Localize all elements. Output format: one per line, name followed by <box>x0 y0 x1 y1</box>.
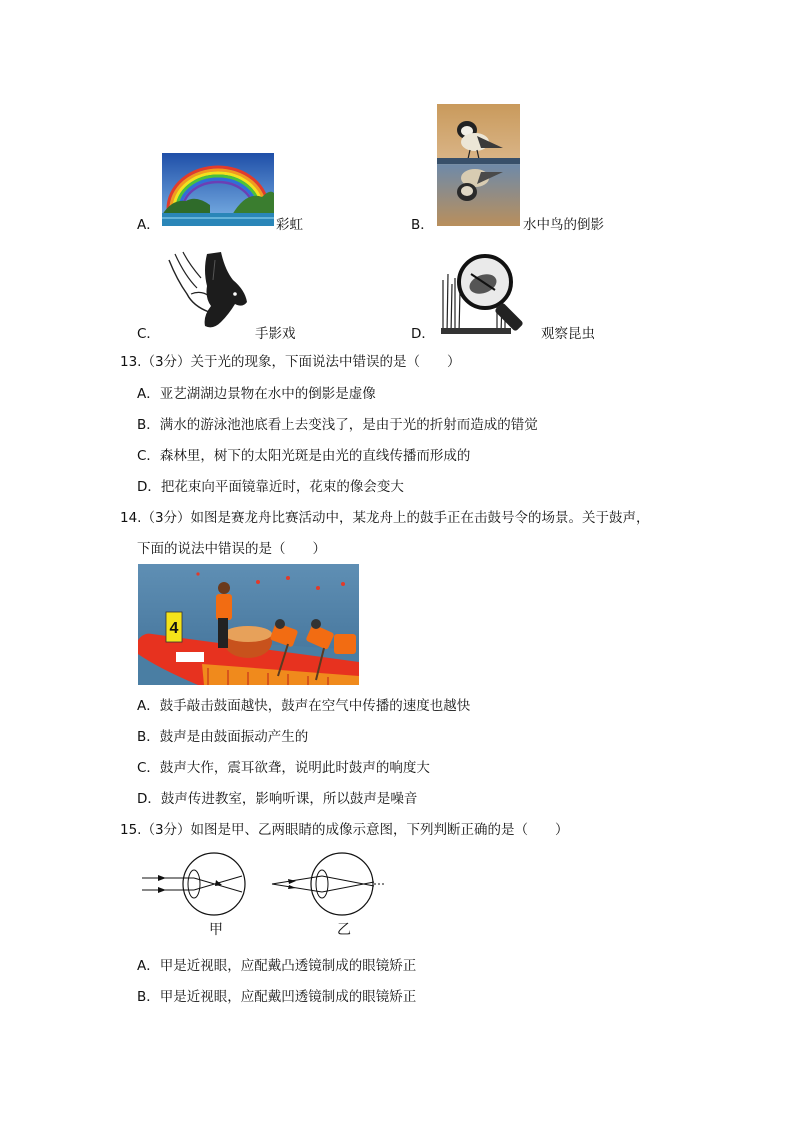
q13-option-b: B．满水的游泳池池底看上去变浅了，是由于光的折射而造成的错觉 <box>137 417 538 433</box>
option-d-caption: 观察昆虫 <box>541 326 595 342</box>
eye-diagram <box>138 848 388 943</box>
option-a-label: A． <box>137 217 160 233</box>
q14-option-c: C．鼓声大作，震耳欲聋，说明此时鼓声的响度大 <box>137 760 430 776</box>
q13-option-d: D．把花束向平面镜靠近时，花束的像会变大 <box>137 479 404 495</box>
q14-stem-line1: 14.（3分）如图是赛龙舟比赛活动中，某龙舟上的鼓手正在击鼓号令的场景。关于鼓声， <box>120 510 650 526</box>
dragon-boat-photo <box>138 564 359 685</box>
q14-option-a: A．鼓手敲击鼓面越快，鼓声在空气中传播的速度也越快 <box>137 698 471 714</box>
option-c-label: C． <box>137 326 160 342</box>
bird-reflection-image <box>437 104 520 226</box>
q15-option-a: A．甲是近视眼，应配戴凸透镜制成的眼镜矫正 <box>137 958 417 974</box>
q13-option-c: C．森林里，树下的太阳光斑是由光的直线传播而形成的 <box>137 448 471 464</box>
q14-option-b: B．鼓声是由鼓面振动产生的 <box>137 729 309 745</box>
option-c-caption: 手影戏 <box>255 326 296 342</box>
q15-stem: 15.（3分）如图是甲、乙两眼睛的成像示意图，下列判断正确的是（ ） <box>120 822 569 838</box>
eye-yi-diagram <box>272 853 386 915</box>
q15-option-b: B．甲是近视眼，应配戴凹透镜制成的眼镜矫正 <box>137 989 417 1005</box>
q13-option-a: A．亚艺湖湖边景物在水中的倒影是虚像 <box>137 386 376 402</box>
q13-stem: 13.（3分）关于光的现象，下面说法中错误的是（ ） <box>120 354 461 370</box>
q14-stem-line2: 下面的说法中错误的是（ ） <box>137 541 326 557</box>
magnifier-insect-image <box>437 250 539 336</box>
eye-label-yi: 乙 <box>337 922 351 938</box>
option-b-label: B． <box>411 217 434 233</box>
eye-jia-diagram <box>142 853 245 915</box>
q14-option-d: D．鼓声传进教室，影响听课，所以鼓声是噪音 <box>137 791 418 807</box>
rainbow-image <box>162 153 274 226</box>
hand-shadow-image <box>163 250 253 336</box>
boat-number: 4 <box>169 620 179 637</box>
eye-label-jia: 甲 <box>209 922 223 938</box>
option-a-caption: 彩虹 <box>276 217 303 233</box>
option-d-label: D． <box>411 326 435 342</box>
option-b-caption: 水中鸟的倒影 <box>523 217 604 233</box>
